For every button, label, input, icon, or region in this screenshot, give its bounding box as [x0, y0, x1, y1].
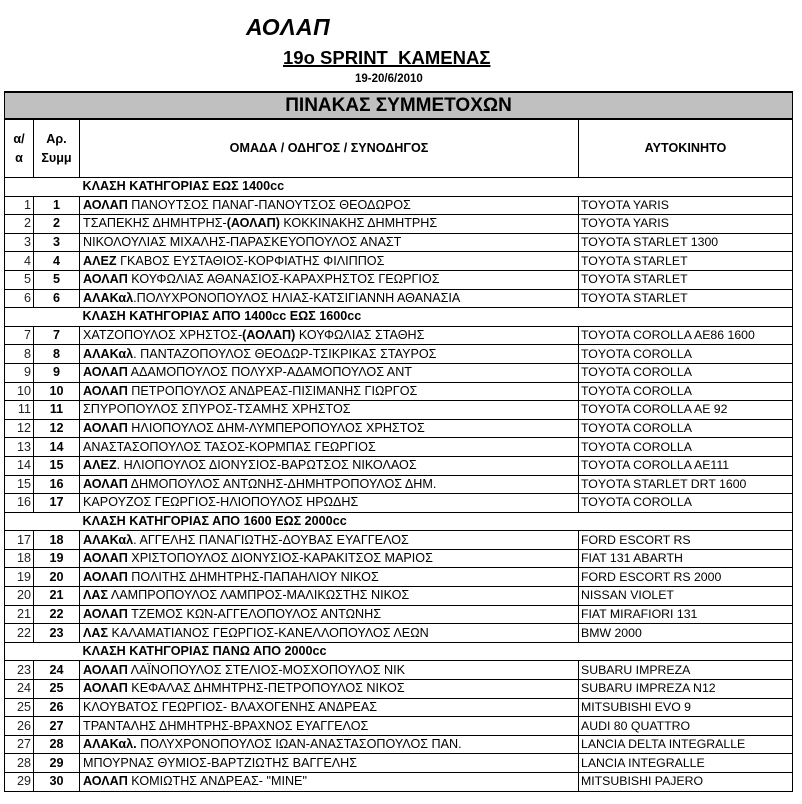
team-prefix: ΑΟΛΑΠ — [83, 476, 128, 491]
crew-name-after: . ΠΑΝΤΑΖΟΠΟΥΛΟΣ ΘΕΟΔΩΡ-ΤΣΙΚΡΙΚΑΣ ΣΤΑΥΡΟΣ — [133, 346, 437, 361]
entry-car: TOYOTA STARLET — [579, 252, 793, 271]
table-row — [5, 624, 793, 643]
class-spacer — [5, 178, 34, 197]
entry-number: 18 — [34, 531, 80, 550]
table-row — [5, 661, 793, 680]
entry-car: SUBARU IMPREZA — [579, 661, 793, 680]
entry-crew — [80, 680, 579, 699]
entry-crew — [80, 475, 579, 494]
entry-car: TOYOTA STARLET — [579, 270, 793, 289]
entry-crew — [80, 494, 579, 513]
crew-name-before: ΣΠΥΡΟΠΟΥΛΟΣ ΣΠΥΡΟΣ-ΤΣΑΜΗΣ ΧΡΗΣΤΟΣ — [83, 402, 351, 417]
class-spacer — [34, 178, 80, 197]
crew-name-after: ΚΑΛΑΜΑΤΙΑΝΟΣ ΓΕΩΡΓΙΟΣ-ΚΑΝΕΛΛΟΠΟΥΛΟΣ ΛΕΩΝ — [108, 625, 429, 640]
entry-index: 25 — [5, 698, 34, 717]
crew-name-before: ΑΝΑΣΤΑΣΟΠΟΥΛΟΣ ΤΑΣΟΣ-ΚΟΡΜΠΑΣ ΓΕΩΡΓΙΟΣ — [83, 439, 376, 454]
class-header-row — [5, 642, 793, 661]
entry-crew — [80, 326, 579, 345]
entry-car: TOYOTA COROLLA AE86 1600 — [579, 326, 793, 345]
table-row — [5, 735, 793, 754]
table-row — [5, 494, 793, 513]
entry-crew — [80, 605, 579, 624]
table-row — [5, 475, 793, 494]
entry-crew — [80, 717, 579, 736]
entry-number: 8 — [34, 345, 80, 364]
entry-crew — [80, 773, 579, 792]
team-prefix: (ΑΟΛΑΠ) — [226, 216, 280, 231]
team-prefix: ΑΟΛΑΠ — [83, 272, 128, 287]
table-row — [5, 326, 793, 345]
entry-car: TOYOTA COROLLA — [579, 494, 793, 513]
class-spacer — [579, 308, 793, 327]
team-prefix: ΑΟΛΑΠ — [83, 421, 128, 436]
entry-number: 9 — [34, 363, 80, 382]
table-title: ΠΙΝΑΚΑΣ ΣΥΜΜΕΤΟΧΩΝ — [5, 92, 793, 119]
column-header-car: ΑΥΤΟΚΙΝΗΤΟ — [579, 119, 793, 178]
table-row — [5, 215, 793, 234]
entry-car: TOYOTA COROLLA — [579, 382, 793, 401]
crew-name-before: ΜΠΟΥΡΝΑΣ ΘΥΜΙΟΣ-ΒΑΡΤΖΙΩΤΗΣ ΒΑΓΓΕΛΗΣ — [83, 755, 358, 770]
entry-number: 19 — [34, 549, 80, 568]
table-row — [5, 363, 793, 382]
entry-number: 7 — [34, 326, 80, 345]
team-prefix: ΑΛΕΖ — [83, 458, 117, 473]
entry-car: LANCIA DELTA INTEGRALLE — [579, 735, 793, 754]
entry-index: 20 — [5, 587, 34, 606]
entry-number: 16 — [34, 475, 80, 494]
entry-car: TOYOTA STARLET — [579, 289, 793, 308]
crew-name-after: ΚΟΚΚΙΝΑΚΗΣ ΔΗΜΗΤΡΗΣ — [279, 216, 438, 231]
entry-car: TOYOTA COROLLA — [579, 438, 793, 457]
team-prefix: ΑΟΛΑΠ — [83, 606, 128, 621]
entry-car: FORD ESCORT RS 2000 — [579, 568, 793, 587]
entry-index: 9 — [5, 363, 34, 382]
class-spacer — [579, 512, 793, 531]
entry-car: TOYOTA STARLET 1300 — [579, 233, 793, 252]
entry-number: 29 — [34, 754, 80, 773]
column-header-number-line1: Αρ. — [46, 131, 67, 146]
entry-crew — [80, 289, 579, 308]
entry-index: 7 — [5, 326, 34, 345]
entry-index: 13 — [5, 438, 34, 457]
entry-crew — [80, 568, 579, 587]
crew-name-after: ΚΕΦΑΛΑΣ ΔΗΜΗΤΡΗΣ-ΠΕΤΡΟΠΟΥΛΟΣ ΝΙΚΟΣ — [127, 681, 405, 696]
team-prefix: ΑΛΑΚαλ — [83, 290, 134, 305]
entry-crew — [80, 754, 579, 773]
class-header-row — [5, 178, 793, 197]
entry-index: 28 — [5, 754, 34, 773]
entry-crew — [80, 215, 579, 234]
entry-number: 12 — [34, 419, 80, 438]
entry-crew — [80, 456, 579, 475]
crew-name-before: ΝΙΚΟΛΟΥΛΙΑΣ ΜΙΧΑΛΗΣ-ΠΑΡΑΣΚΕΥΟΠΟΥΛΟΣ ΑΝΑΣΤ — [83, 235, 402, 250]
team-prefix: ΑΛΕΖ — [83, 253, 117, 268]
entry-number: 28 — [34, 735, 80, 754]
crew-name-after: ΑΔΑΜΟΠΟΥΛΟΣ ΠΟΛΥΧΡ-ΑΔΑΜΟΠΟΥΛΟΣ ΑΝΤ — [127, 365, 412, 380]
entry-index: 14 — [5, 456, 34, 475]
entry-crew — [80, 698, 579, 717]
entry-index: 17 — [5, 531, 34, 550]
entry-index: 26 — [5, 717, 34, 736]
entry-index: 1 — [5, 196, 34, 215]
crew-name-after: . ΗΛΙΟΠΟΥΛΟΣ ΔΙΟΝΥΣΙΟΣ-ΒΑΡΩΤΣΟΣ ΝΙΚΟΛΑΟΣ — [116, 458, 417, 473]
entry-crew — [80, 438, 579, 457]
entry-number: 30 — [34, 773, 80, 792]
column-header-index — [5, 119, 34, 178]
table-row — [5, 419, 793, 438]
entry-number: 15 — [34, 456, 80, 475]
entry-car: TOYOTA COROLLA AE 92 — [579, 401, 793, 420]
crew-name-after: .ΠΟΛΥΧΡΟΝΟΠΟΥΛΟΣ ΗΛΙΑΣ-ΚΑΤΣΙΓΙΑΝΝΗ ΑΘΑΝΑΣΙΑ — [133, 290, 461, 305]
crew-name-after: ΠΟΛΙΤΗΣ ΔΗΜΗΤΡΗΣ-ΠΑΠΑΗΛΙΟΥ ΝΙΚΟΣ — [127, 569, 379, 584]
class-spacer — [34, 642, 80, 661]
column-header-number — [34, 119, 80, 178]
team-prefix: ΑΟΛΑΠ — [83, 681, 128, 696]
crew-name-after: ΠΕΤΡΟΠΟΥΛΟΣ ΑΝΔΡΕΑΣ-ΠΙΣΙΜΑΝΗΣ ΓΙΩΡΓΟΣ — [127, 383, 418, 398]
entry-crew — [80, 549, 579, 568]
table-row — [5, 549, 793, 568]
crew-name-before: ΚΛΟΥΒΑΤΟΣ ΓΕΩΡΓΙΟΣ- ΒΛΑΧΟΓΕΝΗΣ ΑΝΔΡΕΑΣ — [83, 699, 378, 714]
entry-car: TOYOTA COROLLA — [579, 363, 793, 382]
team-prefix: (ΑΟΛΑΠ) — [242, 328, 296, 343]
entry-car: TOYOTA COROLLA — [579, 345, 793, 364]
team-prefix: ΑΛΑΚαλ — [83, 532, 134, 547]
entry-crew — [80, 382, 579, 401]
column-header-index-line1: α/ — [13, 131, 25, 146]
class-spacer — [34, 308, 80, 327]
entry-crew — [80, 401, 579, 420]
entry-number: 20 — [34, 568, 80, 587]
crew-name-before: ΤΣΑΠΕΚΗΣ ΔΗΜΗΤΡΗΣ- — [83, 216, 227, 231]
entry-crew — [80, 531, 579, 550]
entry-crew — [80, 363, 579, 382]
class-label: ΚΛΑΣΗ ΚΑΤΗΓΟΡΙΑΣ ΑΠΌ 1400cc ΕΩΣ 1600cc — [80, 308, 579, 327]
entry-car: SUBARU IMPREZA N12 — [579, 680, 793, 699]
team-prefix: ΑΛΑΚαλ — [83, 346, 134, 361]
entry-index: 16 — [5, 494, 34, 513]
crew-name-before: ΚΑΡΟΥΖΟΣ ΓΕΩΡΓΙΟΣ-ΗΛΙΟΠΟΥΛΟΣ ΗΡΩΔΗΣ — [83, 495, 359, 510]
entry-index: 3 — [5, 233, 34, 252]
entry-car: BMW 2000 — [579, 624, 793, 643]
entry-index: 8 — [5, 345, 34, 364]
table-row — [5, 698, 793, 717]
class-spacer — [5, 308, 34, 327]
entry-index: 6 — [5, 289, 34, 308]
table-row — [5, 196, 793, 215]
entry-index: 15 — [5, 475, 34, 494]
entry-index: 22 — [5, 624, 34, 643]
entry-car: TOYOTA STARLET DRT 1600 — [579, 475, 793, 494]
table-row — [5, 345, 793, 364]
entry-number: 25 — [34, 680, 80, 699]
team-prefix: ΑΟΛΑΠ — [83, 774, 128, 789]
entry-index: 19 — [5, 568, 34, 587]
entry-crew — [80, 735, 579, 754]
entry-number: 17 — [34, 494, 80, 513]
table-row — [5, 531, 793, 550]
table-row — [5, 252, 793, 271]
entry-crew — [80, 270, 579, 289]
entry-number: 10 — [34, 382, 80, 401]
crew-name-after: ΓΚΑΒΟΣ ΕΥΣΤΑΘΙΟΣ-ΚΟΡΦΙΑΤΗΣ ΦΙΛΙΠΠΟΣ — [116, 253, 385, 268]
entry-car: FIAT MIRAFIORI 131 — [579, 605, 793, 624]
entry-number: 14 — [34, 438, 80, 457]
team-prefix: ΑΟΛΑΠ — [83, 569, 128, 584]
class-spacer — [579, 642, 793, 661]
table-row — [5, 401, 793, 420]
entry-car: TOYOTA COROLLA — [579, 419, 793, 438]
table-row — [5, 289, 793, 308]
entry-car: TOYOTA COROLLA AE111 — [579, 456, 793, 475]
team-prefix: ΛΑΣ — [83, 588, 109, 603]
class-spacer — [34, 512, 80, 531]
entry-car: FIAT 131 ABARTH — [579, 549, 793, 568]
entry-crew — [80, 345, 579, 364]
class-spacer — [5, 642, 34, 661]
crew-name-after: ΤΖΕΜΟΣ ΚΩΝ-ΑΓΓΕΛΟΠΟΥΛΟΣ ΑΝΤΩΝΗΣ — [127, 606, 381, 621]
entry-list-table — [4, 91, 793, 792]
entry-car: FORD ESCORT RS — [579, 531, 793, 550]
entry-crew — [80, 624, 579, 643]
entry-crew — [80, 252, 579, 271]
entry-index: 29 — [5, 773, 34, 792]
entry-number: 26 — [34, 698, 80, 717]
entry-number: 5 — [34, 270, 80, 289]
entry-car: TOYOTA YARIS — [579, 196, 793, 215]
crew-name-after: ΛΑΜΠΡΟΠΟΥΛΟΣ ΛΑΜΠΡΟΣ-ΜΑΛΙΚΩΣΤΗΣ ΝΙΚΟΣ — [108, 588, 410, 603]
entry-car: NISSAN VIOLET — [579, 587, 793, 606]
team-prefix: ΛΑΣ — [83, 625, 109, 640]
entry-index: 21 — [5, 605, 34, 624]
team-prefix: ΑΟΛΑΠ — [83, 365, 128, 380]
entry-number: 3 — [34, 233, 80, 252]
entry-index: 10 — [5, 382, 34, 401]
entry-index: 11 — [5, 401, 34, 420]
team-prefix: ΑΟΛΑΠ — [83, 551, 128, 566]
class-label: ΚΛΑΣΗ ΚΑΤΗΓΟΡΙΑΣ ΕΩΣ 1400cc — [80, 178, 579, 197]
organization-title: ΑΟΛΑΠ — [246, 14, 331, 40]
entry-number: 21 — [34, 587, 80, 606]
table-row — [5, 233, 793, 252]
column-header-index-line2: α — [15, 150, 23, 165]
crew-name-after: ΠΟΛΥΧΡΟΝΟΠΟΥΛΟΣ ΙΩΑΝ-ΑΝΑΣΤΑΣΟΠΟΥΛΟΣ ΠΑΝ. — [136, 737, 462, 752]
entry-number: 24 — [34, 661, 80, 680]
entry-number: 6 — [34, 289, 80, 308]
entry-car: TOYOTA YARIS — [579, 215, 793, 234]
entry-index: 2 — [5, 215, 34, 234]
table-row — [5, 680, 793, 699]
entry-index: 12 — [5, 419, 34, 438]
crew-name-after: ΔΗΜΟΠΟΥΛΟΣ ΑΝΤΩΝΗΣ-ΔΗΜΗΤΡΟΠΟΥΛΟΣ ΔΗΜ. — [127, 476, 437, 491]
column-header-crew: ΟΜΑΔΑ / ΟΔΗΓΟΣ / ΣΥΝΟΔΗΓΟΣ — [80, 119, 579, 178]
entry-number: 2 — [34, 215, 80, 234]
entry-car: MITSUBISHI EVO 9 — [579, 698, 793, 717]
table-row — [5, 568, 793, 587]
table-row — [5, 382, 793, 401]
entry-index: 27 — [5, 735, 34, 754]
crew-name-before: ΤΡΑΝΤΑΛΗΣ ΔΗΜΗΤΡΗΣ-ΒΡΑΧΝΟΣ ΕΥΑΓΓΕΛΟΣ — [83, 718, 369, 733]
class-spacer — [5, 512, 34, 531]
entry-index: 5 — [5, 270, 34, 289]
crew-name-before: ΧΑΤΖΟΠΟΥΛΟΣ ΧΡΗΣΤΟΣ- — [83, 328, 243, 343]
entry-car: LANCIA INTEGRALLE — [579, 754, 793, 773]
entry-crew — [80, 233, 579, 252]
crew-name-after: ΚΟΜΙΩΤΗΣ ΑΝΔΡΕΑΣ- "MINE" — [127, 774, 307, 789]
crew-name-after: ΛΑΪΝΟΠΟΥΛΟΣ ΣΤΕΛΙΟΣ-ΜΟΣΧΟΠΟΥΛΟΣ ΝΙΚ — [127, 662, 405, 677]
crew-name-after: ΚΟΥΦΩΛΙΑΣ ΑΘΑΝΑΣΙΟΣ-ΚΑΡΑΧΡΗΣΤΟΣ ΓΕΩΡΓΙΟΣ — [127, 272, 440, 287]
entry-index: 18 — [5, 549, 34, 568]
table-row — [5, 438, 793, 457]
class-label: ΚΛΑΣΗ ΚΑΤΗΓΟΡΙΑΣ ΠΑΝΩ ΑΠΟ 2000cc — [80, 642, 579, 661]
table-row — [5, 773, 793, 792]
table-body — [5, 178, 793, 792]
table-row — [5, 270, 793, 289]
crew-name-after: ΧΡΙΣΤΟΠΟΥΛΟΣ ΔΙΟΝΥΣΙΟΣ-ΚΑΡΑΚΙΤΣΟΣ ΜΑΡΙΟΣ — [127, 551, 433, 566]
entry-crew — [80, 419, 579, 438]
entry-number: 11 — [34, 401, 80, 420]
event-date: 19-20/6/2010 — [355, 73, 423, 85]
class-header-row — [5, 308, 793, 327]
team-prefix: ΑΛΑΚαλ. — [83, 737, 137, 752]
entry-index: 24 — [5, 680, 34, 699]
entry-index: 23 — [5, 661, 34, 680]
crew-name-after: . ΑΓΓΕΛΗΣ ΠΑΝΑΓΙΩΤΗΣ-ΔΟΥΒΑΣ ΕΥΑΓΓΕΛΟΣ — [133, 532, 409, 547]
crew-name-after: ΗΛΙΟΠΟΥΛΟΣ ΔΗΜ-ΛΥΜΠΕΡΟΠΟΥΛΟΣ ΧΡΗΣΤΟΣ — [127, 421, 425, 436]
entry-crew — [80, 661, 579, 680]
class-header-row — [5, 512, 793, 531]
class-spacer — [579, 178, 793, 197]
entry-crew — [80, 587, 579, 606]
entry-number: 27 — [34, 717, 80, 736]
entry-number: 22 — [34, 605, 80, 624]
team-prefix: ΑΟΛΑΠ — [83, 662, 128, 677]
table-row — [5, 754, 793, 773]
entry-car: MITSUBISHI PAJERO — [579, 773, 793, 792]
team-prefix: ΑΟΛΑΠ — [83, 383, 128, 398]
table-row — [5, 456, 793, 475]
class-label: ΚΛΑΣΗ ΚΑΤΗΓΟΡΙΑΣ ΑΠΟ 1600 ΕΩΣ 2000cc — [80, 512, 579, 531]
crew-name-after: ΚΟΥΦΩΛΙΑΣ ΣΤΑΘΗΣ — [295, 328, 425, 343]
table-row — [5, 605, 793, 624]
table-row — [5, 587, 793, 606]
entry-crew — [80, 196, 579, 215]
event-title: 19o SPRINT ΚΑΜΕΝΑΣ — [283, 47, 491, 68]
crew-name-after: ΠΑΝΟΥΤΣΟΣ ΠΑΝΑΓ-ΠΑΝΟΥΤΣΟΣ ΘΕΟΔΩΡΟΣ — [127, 197, 411, 212]
entry-number: 23 — [34, 624, 80, 643]
table-row — [5, 717, 793, 736]
team-prefix: ΑΟΛΑΠ — [83, 197, 128, 212]
entry-number: 4 — [34, 252, 80, 271]
entry-number: 1 — [34, 196, 80, 215]
entry-car: AUDI 80 QUATTRO — [579, 717, 793, 736]
entry-index: 4 — [5, 252, 34, 271]
column-header-number-line2: Συμμ — [41, 150, 72, 165]
